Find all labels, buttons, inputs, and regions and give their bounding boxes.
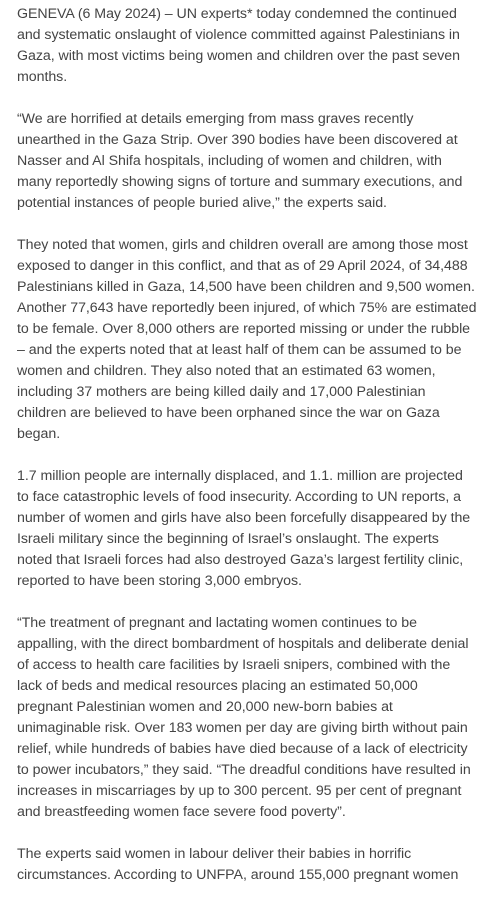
paragraph-mass-graves-quote: “We are horrified at details emerging from mass graves recently unearthed in the Gaza Strip. Over 390 bodies have been discovered at Nasser and Al Shifa hospitals, including of women and children, with many reportedly showing signs of torture and summary executions, and potential instances of people buried alive,” the experts said. (17, 111, 463, 211)
paragraph-intro: GENEVA (6 May 2024) – UN experts* today condemned the continued and systematic onslaught of violence committed against Palestinians in Gaza, with most victims being women and children over the past seven months. (17, 6, 460, 85)
paragraph-labour-conditions: The experts said women in labour deliver their babies in horrific circumstances. According to UNFPA, around 155,000 pregnant women (17, 846, 459, 883)
article-body (17, 4, 477, 907)
paragraph-casualties: They noted that women, girls and children overall are among those most exposed to danger in this conflict, and that as of 29 April 2024, of 34,488 Palestinians killed in Gaza, 14,500 have been children and 9,500 women. Another 77,643 have reportedly been injured, of which 75% are estimated to be female. Over 8,000 others are reported missing or under the rubble – and the experts noted that at least half of them can be assumed to be women and children. They also noted that an estimated 63 women, including 37 mothers are being killed daily and 17,000 Palestinian children are believed to have been orphaned since the war on Gaza began. (17, 237, 477, 442)
paragraph-displacement: 1.7 million people are internally displaced, and 1.1. million are projected to face catastrophic levels of food insecurity. According to UN reports, a number of women and girls have also been forcefully disappeared by the Israeli military since the beginning of Israel’s onslaught. The experts noted that Israeli forces had also destroyed Gaza’s largest fertility clinic, reported to have been storing 3,000 embryos. (17, 468, 471, 589)
paragraph-pregnant-women-quote: “The treatment of pregnant and lactating women continues to be appalling, with the direct bombardment of hospitals and deliberate denial of access to health care facilities by Israeli snipers, combined with the lack of beds and medical resources placing an estimated 50,000 pregnant Palestinian women and 20,000 new-born babies at unimaginable risk. Over 183 women per day are giving birth without pain relief, while hundreds of babies have died because of a lack of electricity to power incubators,” they said. “The dreadful conditions have resulted in increases in miscarriages by up to 300 percent. 95 per cent of pregnant and breastfeeding women face severe food poverty”. (17, 615, 471, 820)
